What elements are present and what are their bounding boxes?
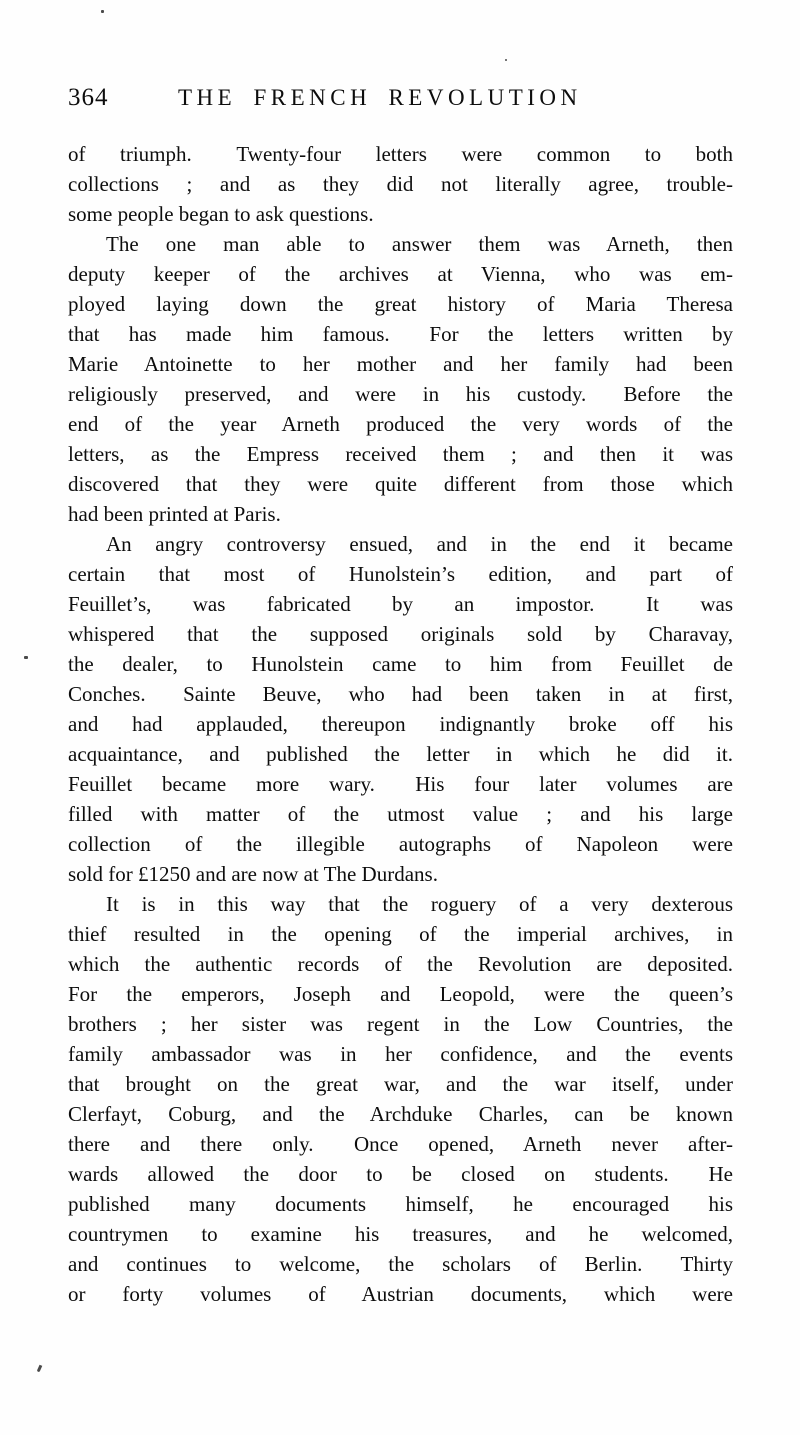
- scan-speck: [505, 59, 507, 61]
- paragraph: [68, 889, 733, 1309]
- text-line: collections ; and as they did not literally agree, trouble-: [68, 172, 733, 196]
- text-line: there and there only. Once opened, Arneth never after-: [68, 1132, 733, 1156]
- scan-speck: [24, 656, 28, 659]
- text-line: wards allowed the door to be closed on students. He: [68, 1162, 733, 1186]
- text-line: that has made him famous. For the letters written by: [68, 322, 733, 346]
- text-line: had been printed at Paris.: [68, 502, 281, 526]
- text-line: the dealer, to Hunolstein came to him from Feuillet de: [68, 652, 733, 676]
- text-line: The one man able to answer them was Arneth, then: [106, 232, 733, 256]
- text-line: which the authentic records of the Revolution are deposited.: [68, 952, 733, 976]
- text-line: and had applauded, thereupon indignantly broke off his: [68, 712, 733, 736]
- scan-speck: [101, 10, 104, 13]
- paragraph: [68, 139, 733, 229]
- text-line: family ambassador was in her confidence, and the events: [68, 1042, 733, 1066]
- text-line: of triumph. Twenty-four letters were common to both: [68, 142, 733, 166]
- page-body: [68, 139, 733, 1309]
- text-line: collection of the illegible autographs of Napoleon were: [68, 832, 733, 856]
- text-line: brothers ; her sister was regent in the Low Countries, the: [68, 1012, 733, 1036]
- text-line: Marie Antoinette to her mother and her family had been: [68, 352, 733, 376]
- text-line: deputy keeper of the archives at Vienna, who was em-: [68, 262, 733, 286]
- paragraph: [68, 229, 733, 529]
- page-number: 364: [68, 84, 109, 111]
- text-line: whispered that the supposed originals sold by Charavay,: [68, 622, 733, 646]
- text-line: countrymen to examine his treasures, and he welcomed,: [68, 1222, 733, 1246]
- text-line: published many documents himself, he encouraged his: [68, 1192, 733, 1216]
- text-line: Conches. Sainte Beuve, who had been taken in at first,: [68, 682, 733, 706]
- text-line: and continues to welcome, the scholars of Berlin. Thirty: [68, 1252, 733, 1276]
- text-line: or forty volumes of Austrian documents, which were: [68, 1282, 733, 1306]
- text-line: It is in this way that the roguery of a very dexterous: [106, 892, 733, 916]
- text-line: For the emperors, Joseph and Leopold, were the queen’s: [68, 982, 733, 1006]
- text-line: some people began to ask questions.: [68, 202, 374, 226]
- text-line: thief resulted in the opening of the imperial archives, in: [68, 922, 733, 946]
- running-title: THE FRENCH REVOLUTION: [178, 85, 582, 110]
- text-line: Clerfayt, Coburg, and the Archduke Charles, can be known: [68, 1102, 733, 1126]
- text-line: Feuillet’s, was fabricated by an impostor. It was: [68, 592, 733, 616]
- scan-speck: [37, 1365, 43, 1373]
- text-line: sold for £1250 and are now at The Durdans.: [68, 862, 438, 886]
- text-line: filled with matter of the utmost value ; and his large: [68, 802, 733, 826]
- text-line: An angry controversy ensued, and in the end it became: [106, 532, 733, 556]
- text-line: Feuillet became more wary. His four later volumes are: [68, 772, 733, 796]
- text-line: that brought on the great war, and the war itself, under: [68, 1072, 733, 1096]
- text-line: certain that most of Hunolstein’s edition, and part of: [68, 562, 733, 586]
- paragraph: [68, 529, 733, 889]
- text-line: religiously preserved, and were in his custody. Before the: [68, 382, 733, 406]
- text-line: ployed laying down the great history of Maria Theresa: [68, 292, 733, 316]
- text-line: letters, as the Empress received them ; and then it was: [68, 442, 733, 466]
- text-line: end of the year Arneth produced the very words of the: [68, 412, 733, 436]
- text-line: discovered that they were quite different from those which: [68, 472, 733, 496]
- text-line: acquaintance, and published the letter in which he did it.: [68, 742, 733, 766]
